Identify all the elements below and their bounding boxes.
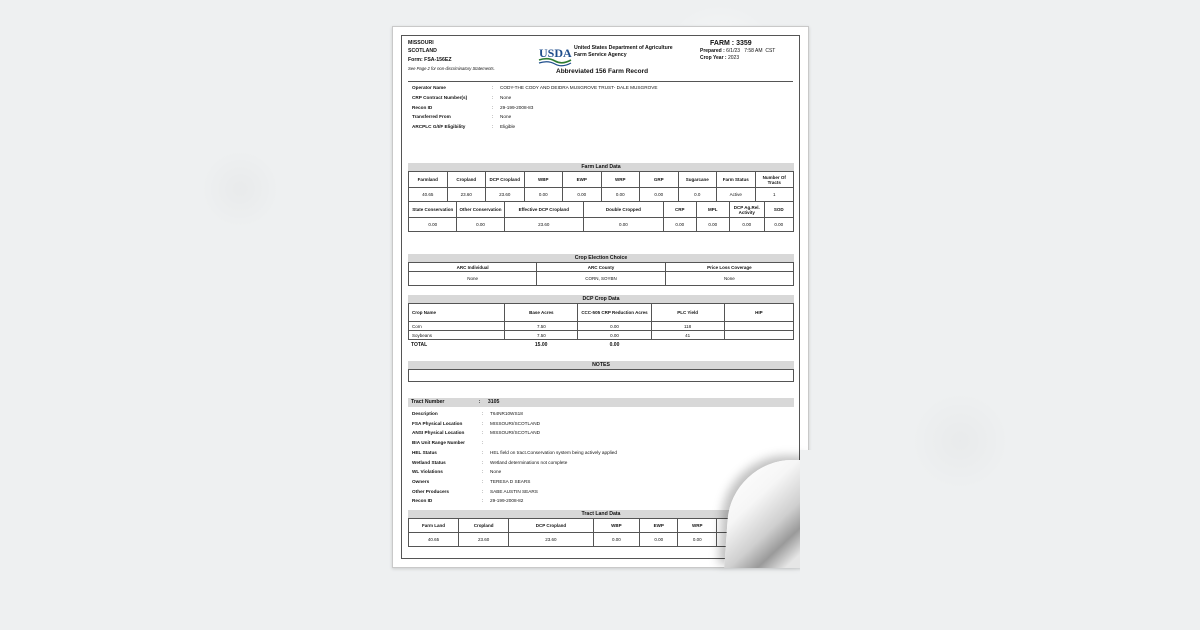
- table-cell: None: [665, 272, 793, 286]
- table-header-cell: Farmland: [409, 172, 448, 188]
- table-cell: 40.65: [409, 188, 448, 202]
- table-cell: 0.00: [524, 188, 563, 202]
- table-cell: [651, 340, 794, 349]
- tract-land-title: Tract Land Data: [408, 510, 794, 518]
- tract-number-bar: Tract Number : 3105: [408, 398, 794, 407]
- table-cell: 40.65: [409, 533, 459, 547]
- table-header-cell: Price Loss Coverage: [665, 263, 793, 272]
- table-header-cell: EWP: [563, 172, 602, 188]
- table-header-cell: Double Cropped: [583, 202, 663, 218]
- dcp-crop-section: [408, 295, 794, 349]
- tract-info: [412, 409, 617, 506]
- table-header-cell: DCP Ag.Rel. Activity: [729, 202, 764, 218]
- info-row: HEL Status : HEL field on tract.Conservation system being actively applied: [412, 449, 617, 455]
- table-header-cell: DCP Cropland: [509, 519, 594, 533]
- table-header-cell: PLC Yield: [651, 304, 724, 322]
- table-cell: 0.00: [729, 218, 764, 232]
- table-cell: CORN, SOYBN: [537, 272, 665, 286]
- table-cell: 0.00: [578, 331, 651, 340]
- farm-land-table: [408, 171, 794, 202]
- table-cell: 0.00: [663, 218, 696, 232]
- table-cell: 7.50: [505, 331, 578, 340]
- table-header-cell: WRP: [678, 519, 717, 533]
- table-cell: 0.00: [583, 218, 663, 232]
- table-cell: Active: [717, 188, 756, 202]
- table-cell: Corn: [409, 322, 505, 331]
- table-header-cell: ARC County: [537, 263, 665, 272]
- form-number: FSA-156EZ: [424, 57, 452, 63]
- table-header-cell: Farm Status: [717, 172, 756, 188]
- dcp-crop-title: DCP Crop Data: [408, 295, 794, 303]
- info-row: BIA Unit Range Number :: [412, 440, 484, 446]
- table-cell: 41: [651, 331, 724, 340]
- table-header-cell: WBP: [524, 172, 563, 188]
- table-cell: 0.00: [457, 218, 504, 232]
- table-cell: 0.00: [578, 322, 651, 331]
- table-cell: 23.60: [486, 188, 525, 202]
- info-row: Owners : TERESA D SEARS: [412, 478, 531, 484]
- table-header-cell: EWP: [639, 519, 678, 533]
- table-cell: 0.0: [678, 188, 717, 202]
- record-title: Abbreviated 156 Farm Record: [556, 68, 649, 75]
- info-row: ARCPLC G/I/F Eligibility : Eligible: [412, 124, 516, 130]
- table-cell: 0.00: [563, 188, 602, 202]
- table-header-cell: GRP: [640, 172, 679, 188]
- table-cell: Soybeans: [409, 331, 505, 340]
- table-cell: TOTAL: [411, 341, 428, 348]
- info-row: Recon ID : 29-199-2008-83: [412, 104, 534, 110]
- table-header-cell: State Conservation: [409, 202, 457, 218]
- farm-land-section: [408, 163, 794, 232]
- table-header-cell: Crop Name: [409, 304, 505, 322]
- table-header-cell: Farm Land: [409, 519, 459, 533]
- table-cell: 23.60: [509, 533, 594, 547]
- crop-election-title: Crop Election Choice: [408, 254, 794, 262]
- header-divider: [408, 81, 793, 82]
- table-header-cell: Effective DCP Cropland: [504, 202, 583, 218]
- crop-election-table: [408, 262, 794, 286]
- farm-land-table-2: [408, 201, 794, 232]
- prepared-time: 7:58 AM: [744, 47, 763, 54]
- table-header-cell: SOD: [764, 202, 793, 218]
- table-cell: 0.00: [593, 533, 639, 547]
- crop-year: 2023: [727, 55, 740, 61]
- info-row: Transferred From : None: [412, 114, 512, 120]
- notes-section: [408, 361, 794, 382]
- tract-number: 3105: [487, 399, 500, 405]
- header-left: [408, 40, 495, 72]
- tract-label: Tract Number: [411, 399, 445, 405]
- table-row: [409, 188, 794, 202]
- notes-box: [408, 369, 794, 382]
- table-row: [409, 331, 794, 340]
- table-header-cell: Cropland: [447, 172, 486, 188]
- table-row: [409, 272, 794, 286]
- table-cell: 1: [755, 188, 794, 202]
- table-row: [409, 218, 794, 232]
- info-row: Operator Name : CODY-THE CODY AND DEIDRA MUSGROVE TRUST- DALE MUSGROVE: [412, 85, 658, 90]
- header-right: FARM : 3359 Prepared : 6/1/23 7:58 AM CST Crop Year : 2023: [700, 40, 776, 61]
- table-cell: 0.00: [696, 218, 729, 232]
- table-cell: 23.60: [447, 188, 486, 202]
- crop-election-section: [408, 254, 794, 286]
- table-cell: 7.50: [505, 322, 578, 331]
- info-row: Description : T64NR10WS18: [412, 411, 523, 416]
- info-row: Recon ID : 29-199-2008-82: [412, 498, 524, 504]
- table-header-cell: MPL: [696, 202, 729, 218]
- table-header-cell: Other Conservation: [457, 202, 504, 218]
- table-header-cell: CRP: [663, 202, 696, 218]
- page-border: [401, 35, 800, 559]
- table-header-cell: CCC-505 CRP Reduction Acres: [578, 304, 651, 322]
- notes-title: NOTES: [408, 361, 794, 369]
- table-header-cell: Cropland: [459, 519, 509, 533]
- table-cell: 0.00: [764, 218, 793, 232]
- table-cell: [724, 331, 793, 340]
- usda-logo-text: USDA: [539, 46, 572, 60]
- table-header-cell: DCP Cropland: [486, 172, 525, 188]
- table-header-cell: WRP: [601, 172, 640, 188]
- table-header-cell: HIP: [724, 304, 793, 322]
- table-cell: 0.00: [609, 341, 620, 348]
- table-cell: 15.00: [534, 341, 548, 348]
- dcp-total-row: [408, 340, 794, 349]
- table-cell: 0.00: [409, 218, 457, 232]
- table-cell: 0.00: [640, 188, 679, 202]
- table-header-cell: ARC Individual: [409, 263, 537, 272]
- table-cell: None: [409, 272, 537, 286]
- page-curl-shadow: [800, 450, 830, 580]
- usda-logo-icon: [538, 45, 572, 67]
- dcp-crop-table: [408, 303, 794, 340]
- table-cell: 0.00: [601, 188, 640, 202]
- info-row: WL Violations : None: [412, 469, 502, 475]
- farm-land-title: Farm Land Data: [408, 163, 794, 171]
- info-row: CRP Contract Number(s) : None: [412, 94, 512, 100]
- farm-number: 3359: [736, 40, 752, 47]
- prepared-date: 6/1/23: [726, 47, 741, 54]
- farm-info: [412, 83, 658, 132]
- info-row: Other Producers : SABE AUSTIN SEARS: [412, 488, 538, 494]
- table-cell: 23.60: [504, 218, 583, 232]
- table-header-cell: Base Acres: [505, 304, 578, 322]
- info-row: Wetland Status : Wetland determinations not complete: [412, 459, 568, 465]
- table-cell: 23.60: [459, 533, 509, 547]
- table-header-cell: Number Of Tracts: [755, 172, 794, 188]
- table-header-cell: Sugarcane: [678, 172, 717, 188]
- table-cell: 0.00: [639, 533, 678, 547]
- county: SCOTLAND: [408, 47, 437, 54]
- farm-label: FARM :: [710, 40, 735, 47]
- prepared-tz: CST: [765, 47, 776, 54]
- table-cell: 0.00: [678, 533, 717, 547]
- state: MISSOURI: [408, 40, 434, 46]
- info-row: ANSI Physical Location : MISSOURI/SCOTLAND: [412, 430, 541, 436]
- form-label: Form:: [408, 57, 423, 63]
- table-header-cell: WBP: [593, 519, 639, 533]
- agency-name: United States Department of Agriculture Farm Service Agency: [574, 45, 673, 58]
- table-cell: [724, 322, 793, 331]
- form-note: See Page 2 for non-discriminatory Statements.: [408, 65, 495, 71]
- info-row: FSA Physical Location : MISSOURI/SCOTLAND: [412, 420, 541, 426]
- table-cell: 118: [651, 322, 724, 331]
- table-row: [409, 322, 794, 331]
